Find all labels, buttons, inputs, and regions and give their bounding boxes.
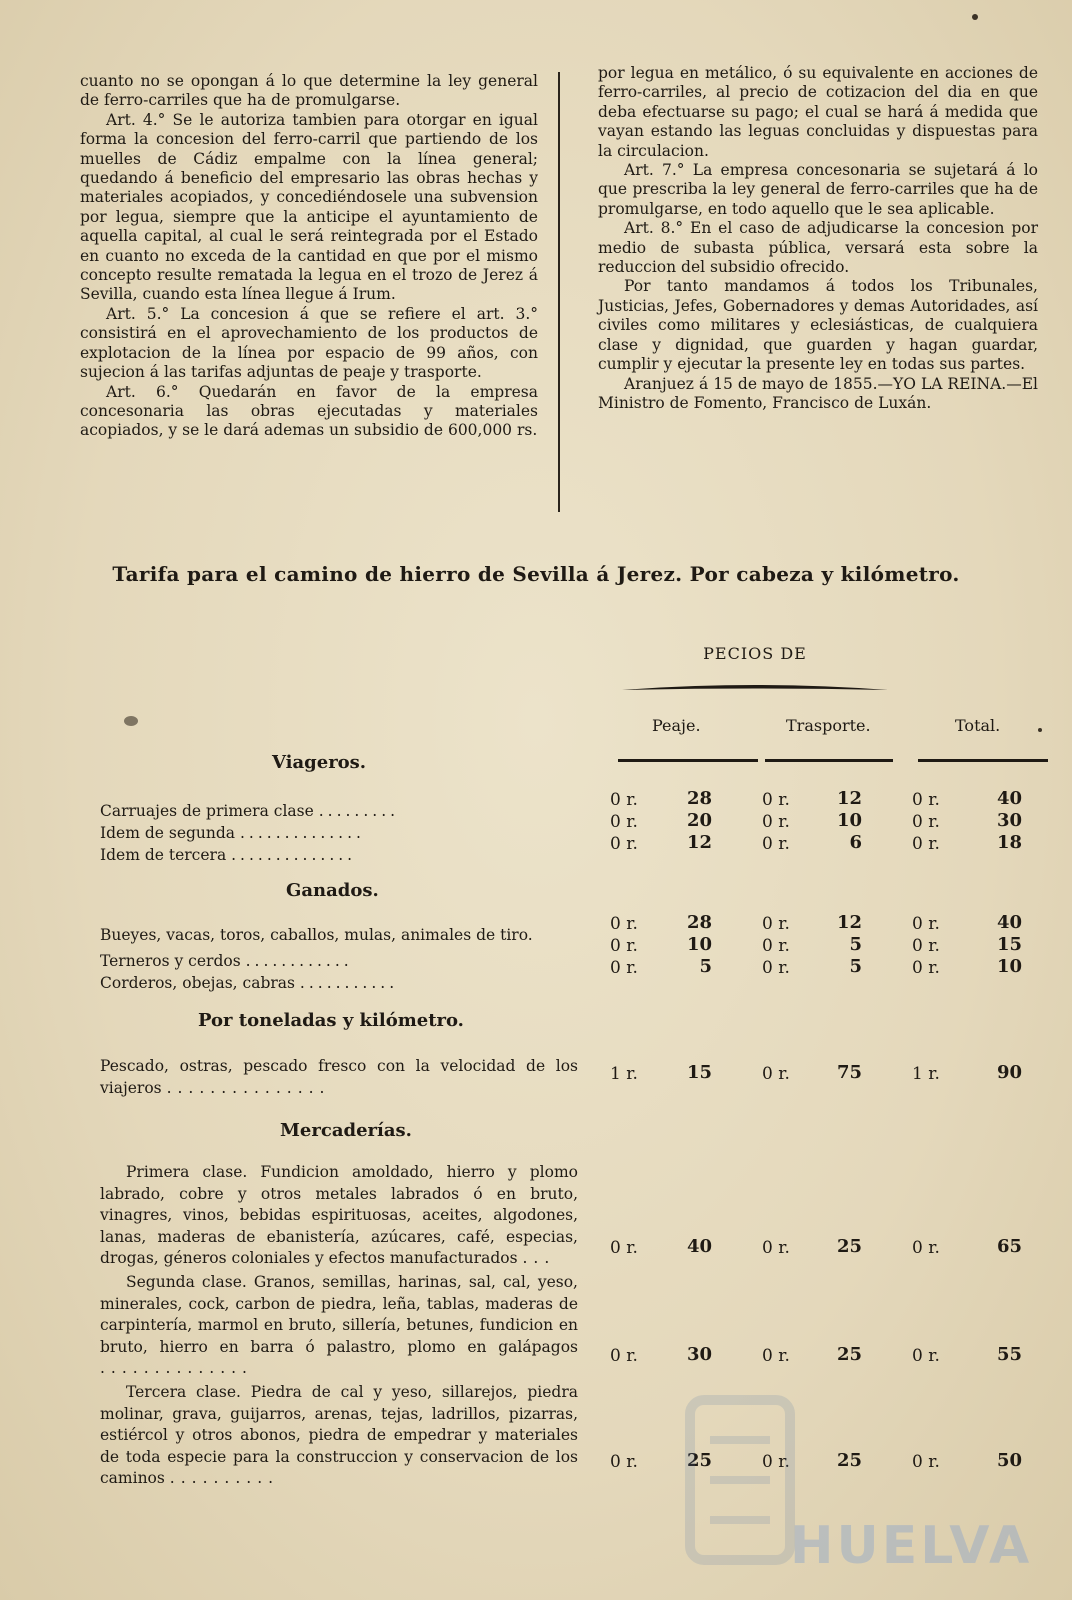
- tarifa-title: Tarifa para el camino de hierro de Sevilla á Jerez. Por cabeza y kilómetro.: [112, 562, 960, 586]
- peaje-value-cell: 12: [686, 832, 712, 853]
- peaje-units-cell: 0 r.: [610, 1238, 638, 1258]
- article-5: Art. 5.° La concesion á que se refiere el art. 3.° consistirá en el aprovechamiento de los productos de explotacion de la línea por espacio de 99 años, con sujecion á las tarifas adjuntas de peaje y trasporte.: [80, 304, 538, 382]
- peaje-units-cell: 0 r.: [610, 914, 638, 934]
- peaje-units-cell: 0 r.: [610, 936, 638, 956]
- peaje-value-cell: 30: [686, 1344, 712, 1365]
- row-label: Terneros y cerdos ............: [100, 952, 353, 970]
- total-units-cell: 0 r.: [912, 1238, 940, 1258]
- total-units-cell: 0 r.: [912, 958, 940, 978]
- row-label: Idem de segunda ..............: [100, 824, 365, 842]
- section-heading-toneladas: Por toneladas y kilómetro.: [198, 1010, 464, 1031]
- column-divider: [558, 72, 560, 512]
- total-units-cell: 0 r.: [912, 834, 940, 854]
- peaje-value-cell: 28: [686, 912, 712, 933]
- trasporte-value-cell: 12: [836, 788, 862, 809]
- trasporte-units-cell: 0 r.: [762, 914, 790, 934]
- peaje-value-cell: 20: [686, 810, 712, 831]
- peaje-value-cell: 10: [686, 934, 712, 955]
- trasporte-units-cell: 0 r.: [762, 790, 790, 810]
- total-value-cell: 65: [996, 1236, 1022, 1257]
- total-value-cell: 15: [996, 934, 1022, 955]
- paragraph: por legua en metálico, ó su equivalente en acciones de ferro-carriles, al precio de cotizacion del dia en que deba efectuarse su pago; el cual se hará á medida que vayan estando las leguas concluidas y dispuestas para la circulacion.: [598, 64, 1038, 160]
- trasporte-units-cell: 0 r.: [762, 958, 790, 978]
- total-value-cell: 55: [996, 1344, 1022, 1365]
- article-7: Art. 7.° La empresa concesonaria se sujetará á lo que prescriba la ley general de ferro-carriles que ha de promulgarse, en todo aquello que le sea aplicable.: [598, 161, 1038, 218]
- column-header-peaje: Peaje.: [652, 716, 701, 735]
- peaje-units-cell: 0 r.: [610, 834, 638, 854]
- trasporte-value-cell: 25: [836, 1344, 862, 1365]
- trasporte-value-cell: 25: [836, 1236, 862, 1257]
- row-label-tercera-clase: Tercera clase. Piedra de cal y yeso, sillarejos, piedra molinar, grava, guijarros, arenas, tejas, ladrillos, pizarras, estiércol y otros abonos, piedra de empedrar y materiales de toda especie para la construccion y conservacion de los caminos ..........: [100, 1383, 578, 1488]
- total-units-cell: 0 r.: [912, 1452, 940, 1472]
- total-value-cell: 30: [996, 810, 1022, 831]
- total-units-cell: 0 r.: [912, 914, 940, 934]
- total-value-cell: 10: [996, 956, 1022, 977]
- section-heading-mercaderias: Mercaderías.: [280, 1120, 412, 1141]
- peaje-units-cell: 0 r.: [610, 1452, 638, 1472]
- trasporte-value-cell: 5: [849, 934, 862, 955]
- article-4: Art. 4.° Se le autoriza tambien para otorgar en igual forma la concesion del ferro-carril que partiendo de los muelles de Cádiz empalme con la línea general; quedando á beneficio del empresario las obras hechas y materiales acopiados, y concediéndosele una subvension por legua, siempre que la anticipe el ayuntamiento de aquella capital, al cual le será reintegrada por el Estado en cuanto no exceda de la cantidad en que por el mismo concepto resulte rematada la legua en el trozo de Jerez á Sevilla, cuando esta línea llegue á Irum.: [80, 110, 538, 304]
- trasporte-units-cell: 0 r.: [762, 1452, 790, 1472]
- column-header-trasporte: Trasporte.: [786, 716, 871, 735]
- header-rule: [918, 759, 1048, 762]
- trasporte-value-cell: 75: [836, 1062, 862, 1083]
- ink-speck: [1038, 728, 1042, 732]
- row-label-segunda-clase: Segunda clase. Granos, semillas, harinas, sal, cal, yeso, minerales, cock, carbon de piedra, leña, tablas, maderas de carpintería, marmol en bruto, sillería, betunes, fundicion en bruto, hierro en barra ó palastro, plomo en galápagos ..............: [100, 1273, 578, 1378]
- trasporte-units-cell: 0 r.: [762, 812, 790, 832]
- row-label: Bueyes, vacas, toros, caballos, mulas, animales de tiro.: [100, 926, 533, 944]
- total-units-cell: 0 r.: [912, 936, 940, 956]
- article-6: Art. 6.° Quedarán en favor de la empresa concesonaria las obras ejecutadas y materiales acopiados, y se le dará ademas un subsidio de 600,000 rs.: [80, 382, 538, 440]
- signature-line: Aranjuez á 15 de mayo de 1855.—YO LA REINA.—El Ministro de Fomento, Francisco de Luxán.: [598, 374, 1038, 412]
- peaje-value-cell: 28: [686, 788, 712, 809]
- ink-speck: [972, 14, 978, 20]
- peaje-units-cell: 0 r.: [610, 790, 638, 810]
- total-units-cell: 0 r.: [912, 790, 940, 810]
- trasporte-units-cell: 0 r.: [762, 1238, 790, 1258]
- peaje-units-cell: 0 r.: [610, 1346, 638, 1366]
- row-label: Corderos, obejas, cabras ...........: [100, 974, 399, 992]
- peaje-value-cell: 40: [686, 1236, 712, 1257]
- peaje-units-cell: 0 r.: [610, 812, 638, 832]
- decree-paragraph: Por tanto mandamos á todos los Tribunales, Justicias, Jefes, Gobernadores y demas Autoridades, así civiles como militares y eclesiásticas, de cualquiera clase y dignidad, que guarden y hagan guardar, cumplir y ejecutar la presente ley en todas sus partes.: [598, 277, 1038, 374]
- total-units-cell: 1 r.: [912, 1064, 940, 1084]
- total-value-cell: 40: [996, 912, 1022, 933]
- trasporte-value-cell: 12: [836, 912, 862, 933]
- ink-speck: [124, 716, 138, 726]
- peaje-units-cell: 1 r.: [610, 1064, 638, 1084]
- precios-header: PECIOS DE: [703, 644, 807, 663]
- total-units-cell: 0 r.: [912, 812, 940, 832]
- row-label: Pescado, ostras, pescado fresco con la velocidad de los viajeros ...............: [100, 1057, 578, 1097]
- total-value-cell: 18: [996, 832, 1022, 853]
- row-label: Idem de tercera ..............: [100, 846, 357, 864]
- trasporte-units-cell: 0 r.: [762, 936, 790, 956]
- row-label-primera-clase: Primera clase. Fundicion amoldado, hierro y plomo labrado, cobre y otros metales labrados ó en bruto, vinagres, vinos, bebidas espirituosas, aceites, algodones, lanas, maderas de ebanistería, azúcares, café, especias, drogas, géneros coloniales y efectos manufacturados ...: [100, 1163, 578, 1268]
- total-value-cell: 50: [996, 1450, 1022, 1471]
- ornamental-rule: [620, 678, 890, 698]
- total-value-cell: 40: [996, 788, 1022, 809]
- column-header-total: Total.: [955, 716, 1001, 735]
- section-heading-viageros: Viageros.: [272, 752, 367, 773]
- header-rule: [618, 759, 758, 762]
- peaje-units-cell: 0 r.: [610, 958, 638, 978]
- trasporte-value-cell: 25: [836, 1450, 862, 1471]
- trasporte-value-cell: 10: [836, 810, 862, 831]
- section-heading-ganados: Ganados.: [286, 880, 379, 901]
- trasporte-value-cell: 6: [849, 832, 862, 853]
- watermark-text: HUELVA: [790, 1516, 1033, 1576]
- total-value-cell: 90: [996, 1062, 1022, 1083]
- trasporte-units-cell: 0 r.: [762, 1346, 790, 1366]
- trasporte-units-cell: 0 r.: [762, 834, 790, 854]
- peaje-value-cell: 5: [699, 956, 712, 977]
- peaje-value-cell: 15: [686, 1062, 712, 1083]
- trasporte-value-cell: 5: [849, 956, 862, 977]
- total-units-cell: 0 r.: [912, 1346, 940, 1366]
- article-8: Art. 8.° En el caso de adjudicarse la concesion por medio de subasta pública, versará esta sobre la reduccion del subsidio ofrecido.: [598, 219, 1038, 277]
- trasporte-units-cell: 0 r.: [762, 1064, 790, 1084]
- peaje-value-cell: 25: [686, 1450, 712, 1471]
- header-rule: [765, 759, 893, 762]
- left-text-column: [80, 72, 538, 441]
- row-label: Carruajes de primera clase .........: [100, 802, 400, 820]
- paragraph: cuanto no se opongan á lo que determine la ley general de ferro-carriles que ha de promulgarse.: [80, 72, 538, 110]
- right-text-column: [598, 64, 1038, 413]
